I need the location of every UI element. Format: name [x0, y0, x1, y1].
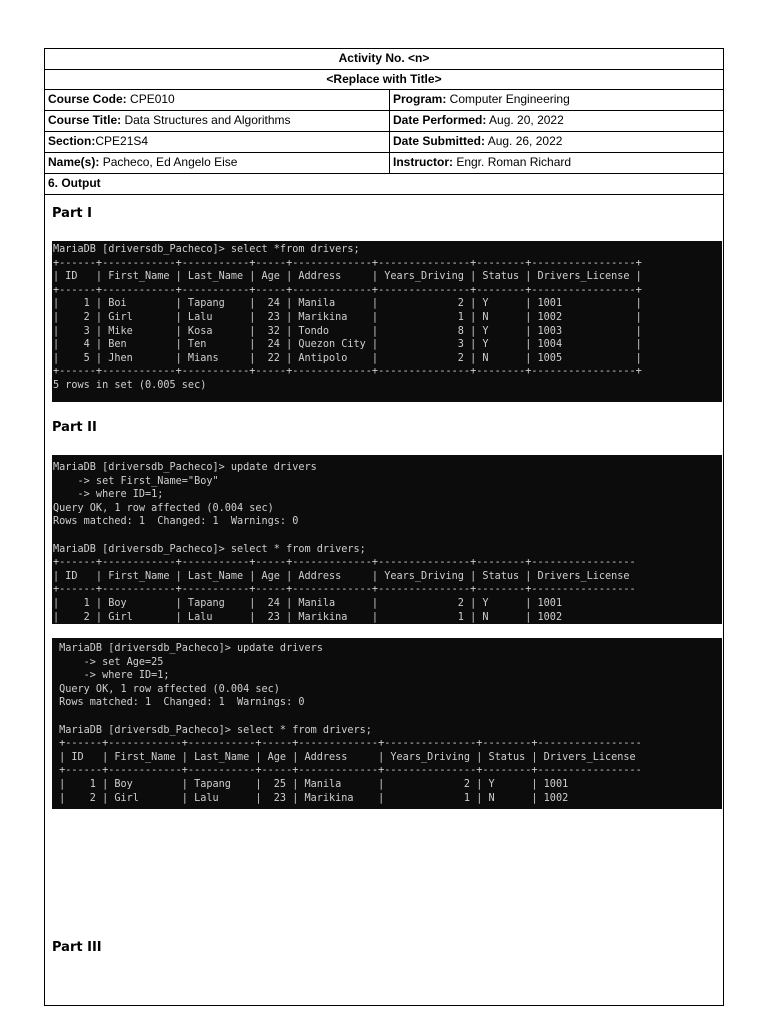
- terminal-line: +------+------------+-----------+-----+-------------+---------------+--------+-----------------+: [53, 284, 642, 296]
- part-one-heading: Part I: [52, 206, 92, 221]
- activity-number-text: Activity No. <n>: [338, 51, 430, 65]
- part-two-heading: Part II: [52, 420, 97, 435]
- output-heading: [45, 174, 723, 195]
- program-value: Computer Engineering: [446, 92, 570, 106]
- instructor-label: Instructor:: [393, 155, 453, 169]
- date-submitted-cell: [390, 132, 723, 152]
- program-label: Program:: [393, 92, 447, 106]
- date-performed-cell: [390, 111, 723, 131]
- terminal-line: MariaDB [driversdb_Pacheco]> select * from drivers;: [53, 724, 372, 736]
- terminal-line: | 1 | Boi | Tapang | 24 | Manila | 2 | Y | 1001 |: [53, 298, 642, 310]
- output-heading-text: 6. Output: [48, 176, 101, 190]
- terminal-line: MariaDB [driversdb_Pacheco]> update drivers: [53, 462, 317, 473]
- program-cell: [390, 90, 723, 110]
- terminal-line: -> set Age=25: [53, 656, 164, 668]
- terminal-update-first-name: [52, 455, 722, 624]
- terminal-line: +------+------------+-----------+-----+-------------+---------------+--------+-----------------: [53, 765, 642, 777]
- terminal-line: | 2 | Girl | Lalu | 23 | Marikina | 1 | N | 1002: [53, 611, 563, 623]
- names-cell: [45, 153, 390, 173]
- terminal-line: -> set First_Name="Boy": [53, 475, 219, 487]
- terminal-line: [53, 710, 722, 724]
- terminal-line: [53, 529, 722, 543]
- date-submitted-label: Date Submitted:: [393, 134, 486, 148]
- terminal-line: -> where ID=1;: [53, 670, 170, 682]
- terminal-line: +------+------------+-----------+-----+-------------+---------------+--------+-----------------: [53, 738, 642, 750]
- terminal-line: MariaDB [driversdb_Pacheco]> update drivers: [53, 643, 323, 654]
- terminal-update-age: [52, 638, 722, 809]
- course-title-cell: [45, 111, 390, 131]
- date-performed-value: Aug. 20, 2022: [486, 113, 564, 127]
- course-code-label: Course Code:: [48, 92, 127, 106]
- terminal-line: | 4 | Ben | Ten | 24 | Quezon City | 3 | Y | 1004 |: [53, 339, 642, 351]
- section-label: Section:: [48, 134, 96, 148]
- terminal-line: | 1 | Boy | Tapang | 25 | Manila | 2 | Y | 1001: [53, 778, 569, 790]
- date-performed-label: Date Performed:: [393, 113, 487, 127]
- terminal-line: | 3 | Mike | Kosa | 32 | Tondo | 8 | Y | 1003 |: [53, 325, 642, 337]
- terminal-line: | 1 | Boy | Tapang | 24 | Manila | 2 | Y | 1001: [53, 597, 563, 609]
- terminal-line: | 2 | Girl | Lalu | 23 | Marikina | 1 | N | 1002 |: [53, 311, 642, 323]
- terminal-line: -> where ID=1;: [53, 489, 164, 501]
- names-label: Name(s):: [48, 155, 100, 169]
- info-row-section: [45, 132, 723, 153]
- terminal-line: | ID | First_Name | Last_Name | Age | Address | Years_Driving | Status | Drivers_License: [53, 570, 630, 582]
- terminal-line: +------+------------+-----------+-----+-------------+---------------+--------+-----------------: [53, 584, 636, 596]
- terminal-line: | 5 | Jhen | Mians | 22 | Antipolo | 2 | N | 1005 |: [53, 352, 642, 364]
- info-row-names: [45, 153, 723, 174]
- terminal-line: 5 rows in set (0.005 sec): [53, 379, 207, 391]
- part-three-heading: Part III: [52, 940, 102, 955]
- terminal-line: +------+------------+-----------+-----+-------------+---------------+--------+-----------------: [53, 557, 636, 569]
- instructor-cell: [390, 153, 723, 173]
- terminal-line: MariaDB [driversdb_Pacheco]> select *from drivers;: [53, 244, 360, 255]
- terminal-line: | 2 | Girl | Lalu | 23 | Marikina | 1 | N | 1002: [53, 792, 569, 804]
- course-title-label: Course Title:: [48, 113, 122, 127]
- date-submitted-value: Aug. 26, 2022: [485, 134, 563, 148]
- terminal-select-drivers: [52, 241, 722, 402]
- terminal-line: Query OK, 1 row affected (0.004 sec): [53, 683, 280, 695]
- course-code-cell: [45, 90, 390, 110]
- activity-number: [45, 49, 723, 70]
- activity-title-text: <Replace with Title>: [326, 72, 442, 86]
- course-title-value: Data Structures and Algorithms: [121, 113, 291, 127]
- terminal-line: +------+------------+-----------+-----+-------------+---------------+--------+-----------------+: [53, 257, 642, 269]
- instructor-value: Engr. Roman Richard: [453, 155, 572, 169]
- terminal-select-output: [53, 243, 722, 393]
- section-cell: [45, 132, 390, 152]
- terminal-line: | ID | First_Name | Last_Name | Age | Address | Years_Driving | Status | Drivers_License |: [53, 271, 642, 283]
- terminal-line: | ID | First_Name | Last_Name | Age | Address | Years_Driving | Status | Drivers_License: [53, 751, 636, 763]
- terminal-line: Rows matched: 1 Changed: 1 Warnings: 0: [53, 697, 305, 709]
- terminal-line: Rows matched: 1 Changed: 1 Warnings: 0: [53, 516, 299, 528]
- terminal-line: +------+------------+-----------+-----+-------------+---------------+--------+-----------------+: [53, 366, 642, 378]
- terminal-line: MariaDB [driversdb_Pacheco]> select * from drivers;: [53, 543, 366, 555]
- terminal-update-age-output: [53, 642, 722, 805]
- info-row-course-code: [45, 90, 723, 111]
- activity-title: [45, 70, 723, 90]
- names-value: Pacheco, Ed Angelo Eise: [99, 155, 238, 169]
- terminal-update-first-name-output: [53, 461, 722, 624]
- course-code-value: CPE010: [126, 92, 175, 106]
- section-value: CPE21S4: [95, 134, 149, 148]
- info-row-course-title: [45, 111, 723, 132]
- terminal-line: Query OK, 1 row affected (0.004 sec): [53, 502, 274, 514]
